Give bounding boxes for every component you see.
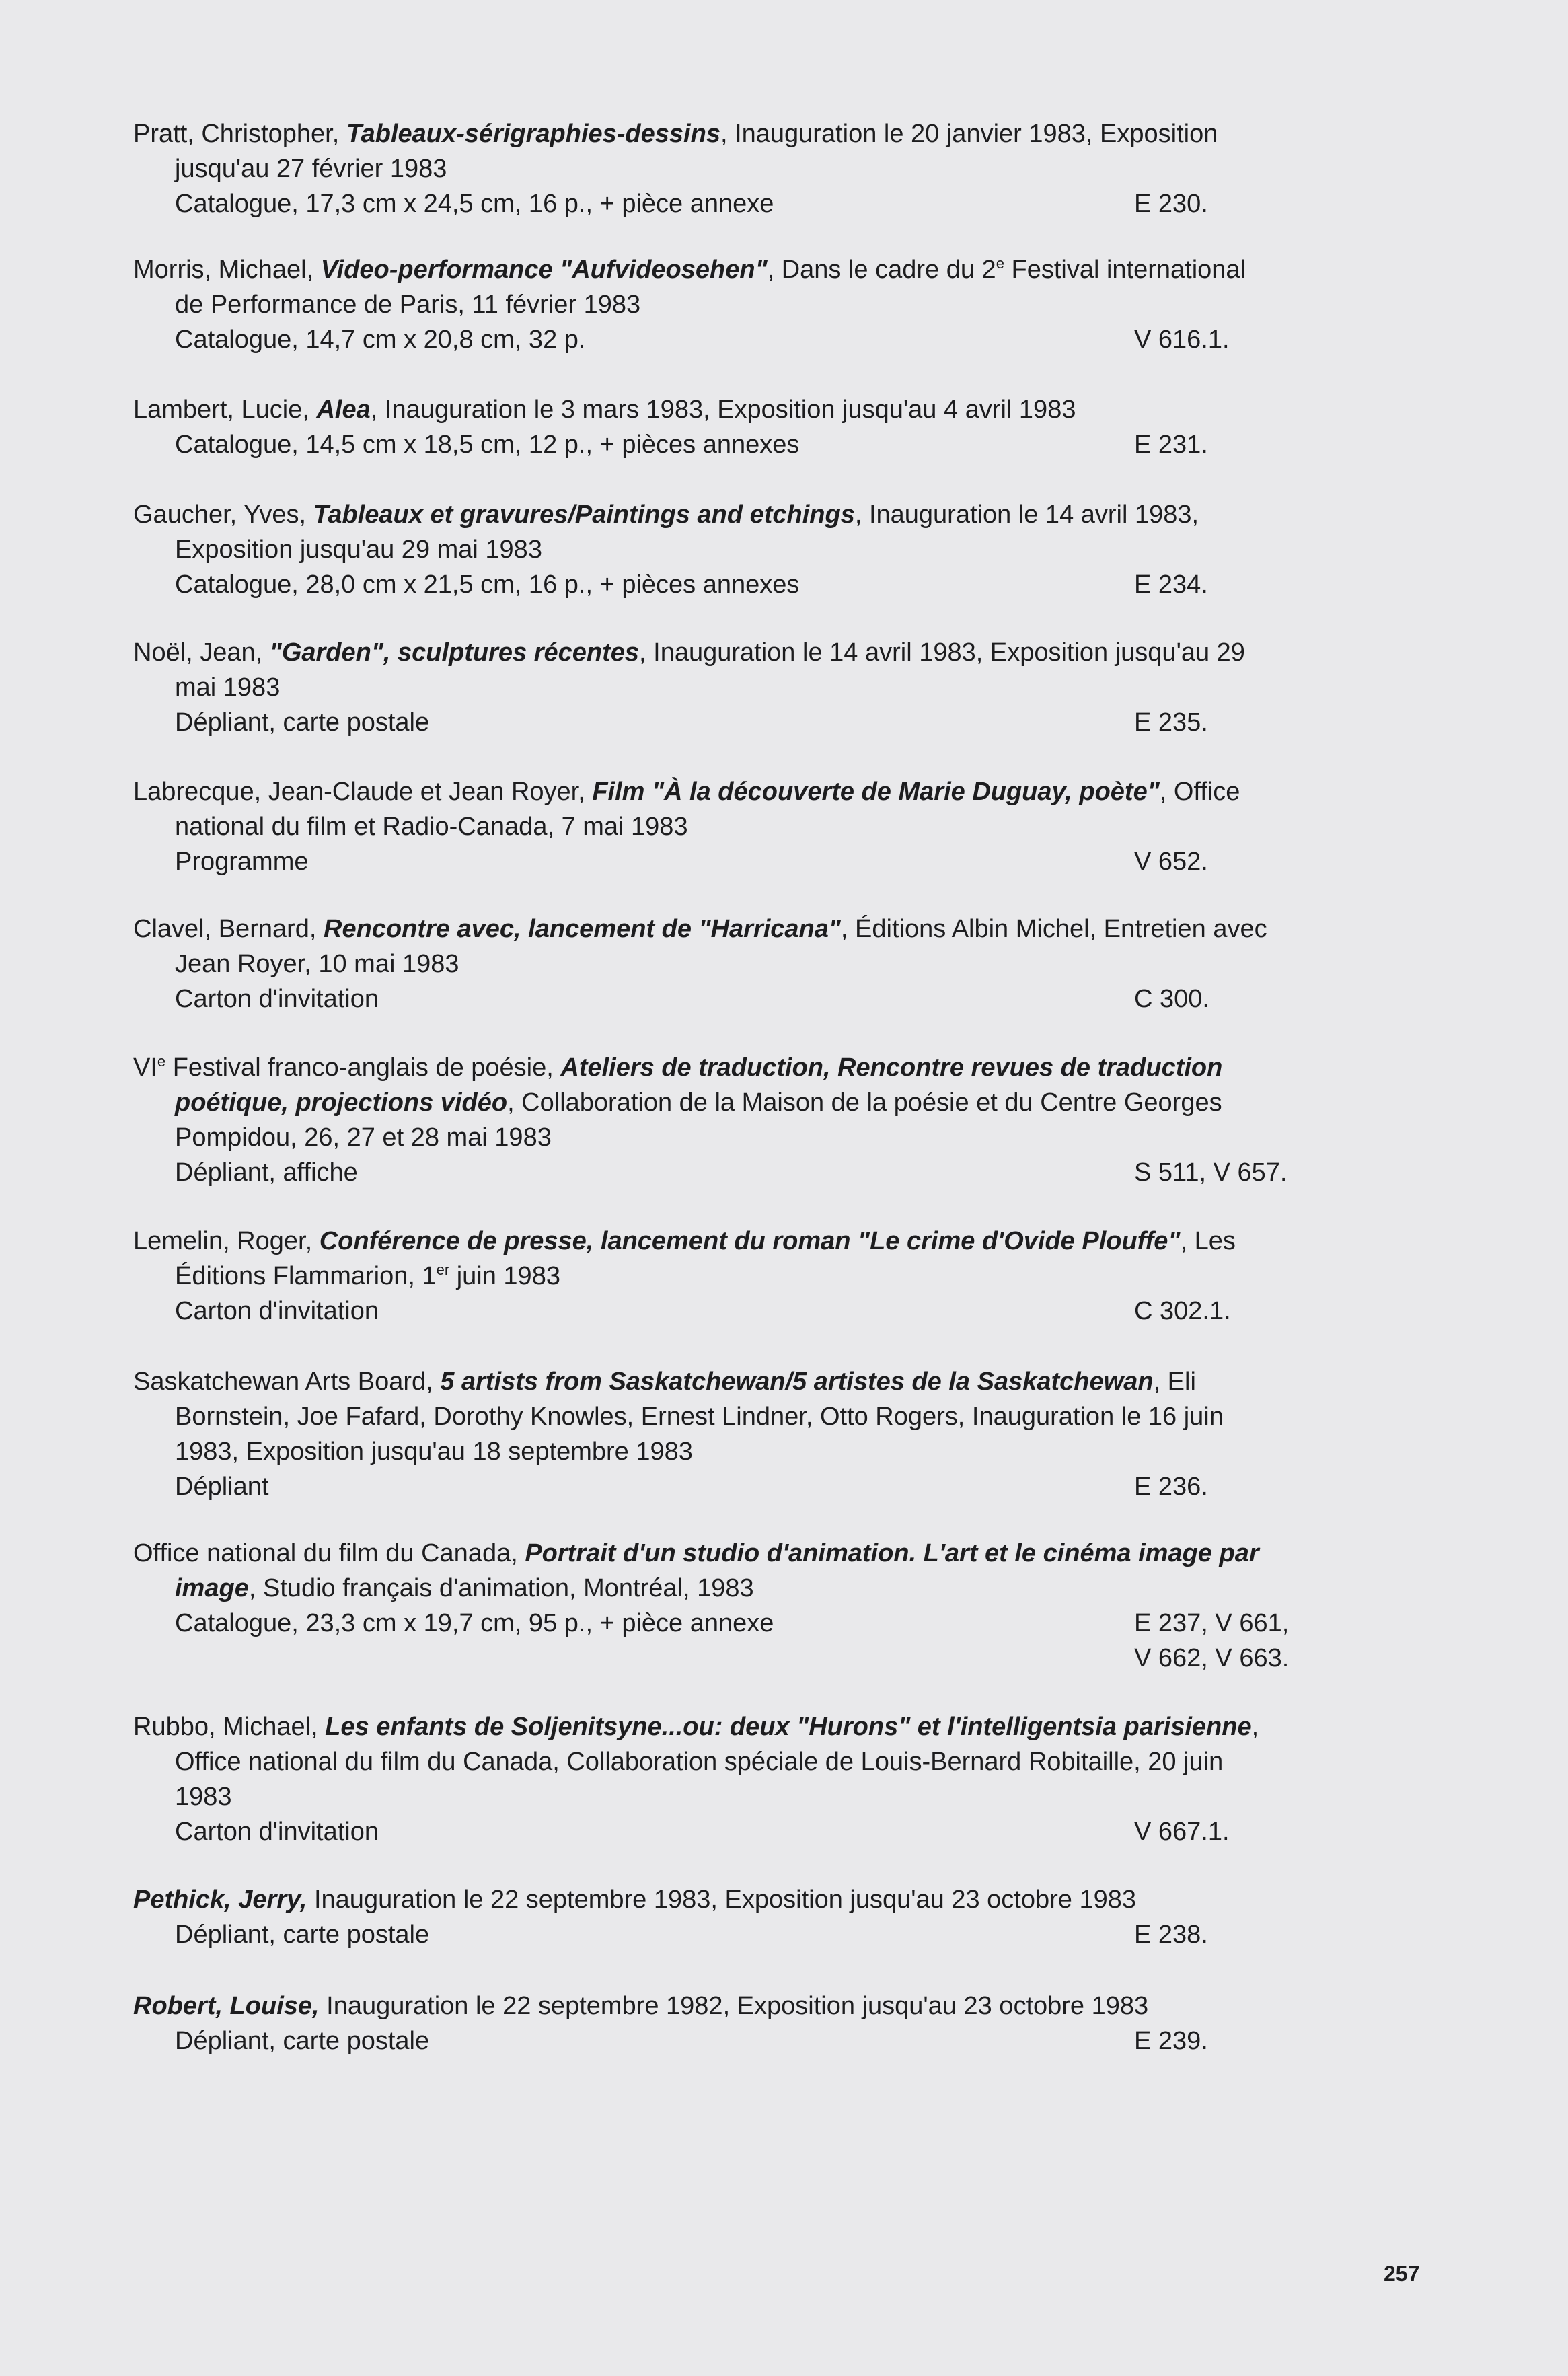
entry-title: 5 artists from Saskatchewan/5 artistes de la Saskatchewan <box>440 1368 1154 1396</box>
entry-detail-row <box>133 2024 1411 2058</box>
entry-heading: Saskatchewan Arts Board, 5 artists from Saskatchewan/5 artistes de la Saskatchewan, Eli <box>133 1368 1196 1396</box>
entry-code: E 235. <box>1134 708 1208 737</box>
entry-detail-row <box>133 186 1411 221</box>
entry-code: E 237, V 661, <box>1134 1609 1290 1637</box>
entry-code: E 230. <box>1134 190 1208 218</box>
entry-heading: Pethick, Jerry, Inauguration le 22 septembre 1983, Exposition jusqu'au 23 octobre 1983 <box>133 1886 1136 1914</box>
entry-detail: Dépliant, carte postale <box>175 1921 430 1949</box>
entry-code: V 652. <box>1134 848 1208 876</box>
entry-detail: Carton d'invitation <box>175 1818 379 1846</box>
entry-continuation: de Performance de Paris, 11 février 1983 <box>175 291 641 319</box>
entry-code: V 667.1. <box>1134 1818 1230 1846</box>
entry-detail-row <box>133 1294 1411 1329</box>
entry-code: C 300. <box>1134 985 1209 1013</box>
entry-code: S 511, V 657. <box>1134 1158 1287 1187</box>
entry-title: Portrait d'un studio d'animation. L'art et le cinéma image par <box>525 1539 1259 1567</box>
entry-detail: Programme <box>175 848 309 876</box>
entry-title: Film "À la découverte de Marie Duguay, poète" <box>592 778 1160 806</box>
entry-lemelin <box>133 1224 1411 1329</box>
entry-detail: Dépliant, carte postale <box>175 708 430 737</box>
entry-detail-row <box>133 1917 1411 1952</box>
entry-detail: Catalogue, 17,3 cm x 24,5 cm, 16 p., + pièce annexe <box>175 190 774 218</box>
entry-detail-row <box>133 1606 1411 1641</box>
entry-rubbo <box>133 1709 1411 1849</box>
entry-robert <box>133 1989 1411 2058</box>
entry-continuation: jusqu'au 27 février 1983 <box>175 155 447 183</box>
entry-code: E 234. <box>1134 570 1208 599</box>
entry-detail-row <box>133 1469 1411 1504</box>
entry-continuation: Éditions Flammarion, 1er juin 1983 <box>175 1261 560 1290</box>
entry-clavel <box>133 912 1411 1016</box>
entry-detail-row <box>133 322 1411 357</box>
entry-morris <box>133 252 1411 357</box>
entry-detail: Dépliant, affiche <box>175 1158 358 1187</box>
entry-heading: Morris, Michael, Video-performance "Aufvideosehen", Dans le cadre du 2e Festival international <box>133 255 1246 284</box>
entry-pethick <box>133 1882 1411 1952</box>
entry-heading: Noël, Jean, "Garden", sculptures récentes, Inauguration le 14 avril 1983, Exposition jusqu'au 29 <box>133 638 1245 667</box>
entry-heading: Clavel, Bernard, Rencontre avec, lancement de "Harricana", Éditions Albin Michel, Entretien avec <box>133 915 1267 943</box>
entry-detail-row <box>133 1814 1411 1849</box>
entry-heading: Labrecque, Jean-Claude et Jean Royer, Film "À la découverte de Marie Duguay, poète", Office <box>133 778 1240 806</box>
entry-code: V 616.1. <box>1134 326 1230 354</box>
entry-title: Rencontre avec, lancement de "Harricana" <box>324 915 841 943</box>
entry-code: E 236. <box>1134 1473 1208 1501</box>
entry-detail-row <box>133 427 1411 462</box>
entry-lambert <box>133 392 1411 462</box>
entry-continuation: Pompidou, 26, 27 et 28 mai 1983 <box>175 1123 552 1152</box>
entry-heading: Lambert, Lucie, Alea, Inauguration le 3 mars 1983, Exposition jusqu'au 4 avril 1983 <box>133 396 1076 424</box>
entry-detail-row <box>133 981 1411 1016</box>
entry-title-continued: image <box>175 1574 249 1602</box>
entry-title: Conférence de presse, lancement du roman "Le crime d'Ovide Plouffe" <box>319 1227 1181 1255</box>
entry-noel <box>133 635 1411 740</box>
entry-detail-row <box>133 567 1411 602</box>
entry-festival <box>133 1050 1411 1190</box>
entry-title: Video-performance "Aufvideosehen" <box>320 256 768 284</box>
entry-continuation: mai 1983 <box>175 673 281 702</box>
entry-heading: Gaucher, Yves, Tableaux et gravures/Paintings and etchings, Inauguration le 14 avril 1983, <box>133 500 1199 529</box>
entry-continuation: 1983, Exposition jusqu'au 18 septembre 1983 <box>175 1438 693 1466</box>
entry-code-continued: V 662, V 663. <box>1134 1644 1290 1672</box>
entry-heading: Lemelin, Roger, Conférence de presse, lancement du roman "Le crime d'Ovide Plouffe", Les <box>133 1227 1236 1255</box>
entry-title: Robert, Louise, <box>133 1992 320 2020</box>
entry-heading: Office national du film du Canada, Portrait d'un studio d'animation. L'art et le cinéma image par <box>133 1539 1259 1567</box>
entry-detail: Dépliant <box>175 1473 269 1501</box>
entry-heading: Rubbo, Michael, Les enfants de Soljenitsyne...ou: deux "Hurons" et l'intelligentsia parisienne, <box>133 1713 1259 1741</box>
entry-code: C 302.1. <box>1134 1297 1231 1325</box>
entry-pratt <box>133 116 1411 221</box>
entry-title: Tableaux et gravures/Paintings and etchings <box>313 500 855 529</box>
entry-detail: Dépliant, carte postale <box>175 2027 430 2055</box>
entry-title: Les enfants de Soljenitsyne...ou: deux "Hurons" et l'intelligentsia parisienne <box>325 1713 1252 1741</box>
entry-detail-row <box>133 705 1411 740</box>
entry-detail-row <box>133 1155 1411 1190</box>
entry-continuation: Exposition jusqu'au 29 mai 1983 <box>175 535 542 564</box>
entry-continuation: image, Studio français d'animation, Montréal, 1983 <box>175 1574 754 1602</box>
entry-title: "Garden", sculptures récentes <box>269 638 640 667</box>
entry-continuation: poétique, projections vidéo, Collaboration de la Maison de la poésie et du Centre Georges <box>175 1088 1222 1117</box>
entry-saskatchewan <box>133 1364 1411 1504</box>
entry-title: Alea <box>316 396 371 424</box>
entry-code: E 231. <box>1134 431 1208 459</box>
entry-heading: VIe Festival franco-anglais de poésie, Ateliers de traduction, Rencontre revues de traduction <box>133 1053 1223 1082</box>
entry-title-continued: poétique, projections vidéo <box>175 1088 508 1117</box>
entry-labrecque <box>133 774 1411 879</box>
entry-detail: Catalogue, 14,7 cm x 20,8 cm, 32 p. <box>175 326 586 354</box>
entry-detail: Carton d'invitation <box>175 1297 379 1325</box>
page-number: 257 <box>1384 2262 1420 2286</box>
entry-detail: Catalogue, 14,5 cm x 18,5 cm, 12 p., + pièces annexes <box>175 431 800 459</box>
entry-code: E 238. <box>1134 1921 1208 1949</box>
entry-code: E 239. <box>1134 2027 1208 2055</box>
entry-title: Tableaux-sérigraphies-dessins <box>346 120 720 148</box>
entry-gaucher <box>133 497 1411 602</box>
entry-title: Ateliers de traduction, Rencontre revues de traduction <box>560 1053 1223 1082</box>
entry-continuation: 1983 <box>175 1783 232 1811</box>
entry-detail-row <box>133 844 1411 879</box>
entry-continuation: Office national du film du Canada, Collaboration spéciale de Louis-Bernard Robitaille, 20 juin <box>175 1748 1224 1776</box>
entry-heading: Pratt, Christopher, Tableaux-sérigraphies-dessins, Inauguration le 20 janvier 1983, Exposition <box>133 120 1218 148</box>
entry-title: Pethick, Jerry, <box>133 1886 307 1914</box>
entry-continuation: national du film et Radio-Canada, 7 mai 1983 <box>175 813 688 841</box>
entry-continuation: Bornstein, Joe Fafard, Dorothy Knowles, Ernest Lindner, Otto Rogers, Inauguration le 16 juin <box>175 1403 1224 1431</box>
entry-continuation: Jean Royer, 10 mai 1983 <box>175 950 459 978</box>
entry-detail: Carton d'invitation <box>175 985 379 1013</box>
entry-heading: Robert, Louise, Inauguration le 22 septembre 1982, Exposition jusqu'au 23 octobre 1983 <box>133 1992 1149 2020</box>
entry-detail: Catalogue, 28,0 cm x 21,5 cm, 16 p., + pièces annexes <box>175 570 800 599</box>
entry-detail: Catalogue, 23,3 cm x 19,7 cm, 95 p., + pièce annexe <box>175 1609 774 1637</box>
entry-onf <box>133 1536 1411 1676</box>
